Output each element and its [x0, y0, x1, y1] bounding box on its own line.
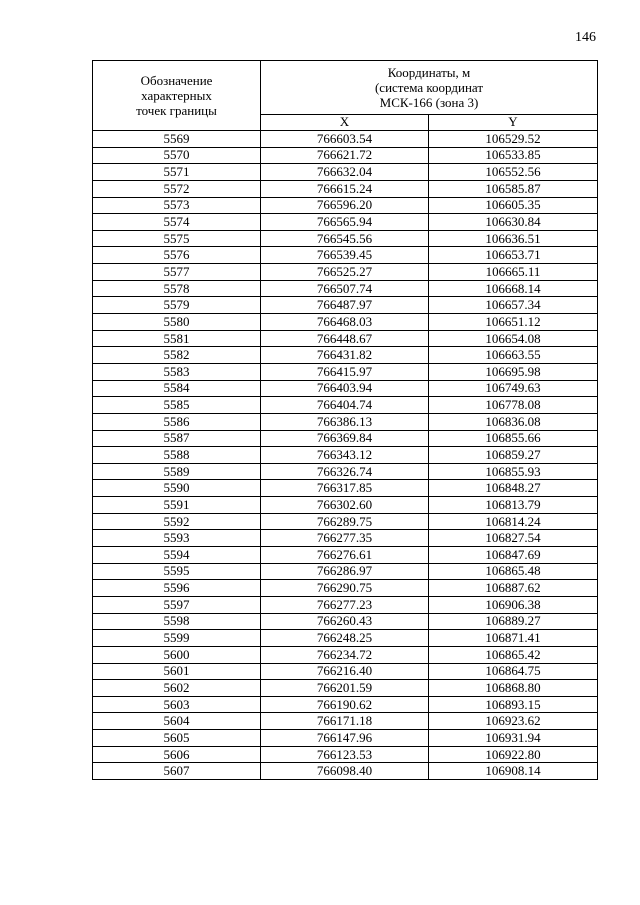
point-cell: 5580: [93, 314, 261, 331]
point-cell: 5581: [93, 330, 261, 347]
coords-header-line: Координаты, м: [387, 64, 471, 80]
table-row: [93, 530, 598, 547]
y-coordinate-cell: 106636.51: [429, 230, 598, 247]
table-row: [93, 264, 598, 281]
y-coordinate-cell: 106922.80: [429, 746, 598, 763]
y-coordinate-cell: 106630.84: [429, 214, 598, 231]
table-header: [93, 61, 598, 131]
table-row: [93, 696, 598, 713]
x-coordinate-cell: 766123.53: [261, 746, 429, 763]
y-coordinate-cell: 106864.75: [429, 663, 598, 680]
x-coordinate-cell: 766276.61: [261, 547, 429, 564]
x-coordinate-cell: 766507.74: [261, 280, 429, 297]
point-cell: 5601: [93, 663, 261, 680]
y-coordinate-cell: 106848.27: [429, 480, 598, 497]
x-coordinate-cell: 766286.97: [261, 563, 429, 580]
x-coordinate-cell: 766289.75: [261, 513, 429, 530]
x-coordinate-cell: 766216.40: [261, 663, 429, 680]
x-coordinate-cell: 766404.74: [261, 397, 429, 414]
page-number: 146: [575, 30, 596, 45]
point-cell: 5588: [93, 447, 261, 464]
y-coordinate-cell: 106827.54: [429, 530, 598, 547]
table-row: [93, 247, 598, 264]
x-coordinate-cell: 766615.24: [261, 180, 429, 197]
point-cell: 5596: [93, 580, 261, 597]
table-row: [93, 663, 598, 680]
y-coordinate-cell: 106665.11: [429, 264, 598, 281]
y-coordinate-cell: 106906.38: [429, 596, 598, 613]
table-row: [93, 330, 598, 347]
table-row: [93, 197, 598, 214]
table-row: [93, 297, 598, 314]
table-row: [93, 730, 598, 747]
x-coordinate-cell: 766317.85: [261, 480, 429, 497]
point-cell: 5585: [93, 397, 261, 414]
table-row: [93, 347, 598, 364]
y-coordinate-cell: 106855.93: [429, 463, 598, 480]
x-coordinate-cell: 766525.27: [261, 264, 429, 281]
table-row: [93, 280, 598, 297]
table-row: [93, 180, 598, 197]
table-row: [93, 463, 598, 480]
y-coordinate-cell: 106668.14: [429, 280, 598, 297]
x-coordinate-cell: 766326.74: [261, 463, 429, 480]
x-coordinate-cell: 766343.12: [261, 447, 429, 464]
y-coordinate-cell: 106654.08: [429, 330, 598, 347]
point-cell: 5571: [93, 164, 261, 181]
point-cell: 5576: [93, 247, 261, 264]
y-coordinate-cell: 106893.15: [429, 696, 598, 713]
point-cell: 5570: [93, 147, 261, 164]
x-coordinate-cell: 766386.13: [261, 413, 429, 430]
y-coordinate-cell: 106931.94: [429, 730, 598, 747]
x-coordinate-cell: 766415.97: [261, 363, 429, 380]
x-coordinate-cell: 766277.35: [261, 530, 429, 547]
x-coordinate-cell: 766632.04: [261, 164, 429, 181]
y-coordinate-cell: 106585.87: [429, 180, 598, 197]
x-coordinate-cell: 766539.45: [261, 247, 429, 264]
point-cell: 5575: [93, 230, 261, 247]
point-cell: 5600: [93, 646, 261, 663]
point-cell: 5584: [93, 380, 261, 397]
x-coordinate-cell: 766171.18: [261, 713, 429, 730]
y-axis-header: Y: [429, 114, 598, 130]
table-row: [93, 214, 598, 231]
x-coordinate-cell: 766290.75: [261, 580, 429, 597]
y-coordinate-cell: 106923.62: [429, 713, 598, 730]
x-coordinate-cell: 766565.94: [261, 214, 429, 231]
point-cell: 5598: [93, 613, 261, 630]
coordinates-header: [261, 61, 598, 115]
y-coordinate-cell: 106887.62: [429, 580, 598, 597]
table-row: [93, 497, 598, 514]
y-coordinate-cell: 106855.66: [429, 430, 598, 447]
y-coordinate-cell: 106836.08: [429, 413, 598, 430]
x-coordinate-cell: 766596.20: [261, 197, 429, 214]
table-row: [93, 131, 598, 148]
point-cell: 5594: [93, 547, 261, 564]
y-coordinate-cell: 106889.27: [429, 613, 598, 630]
y-coordinate-cell: 106533.85: [429, 147, 598, 164]
x-coordinate-cell: 766468.03: [261, 314, 429, 331]
point-cell: 5597: [93, 596, 261, 613]
point-cell: 5573: [93, 197, 261, 214]
table-row: [93, 596, 598, 613]
point-cell: 5578: [93, 280, 261, 297]
table-row: [93, 164, 598, 181]
x-coordinate-cell: 766302.60: [261, 497, 429, 514]
point-cell: 5569: [93, 131, 261, 148]
coordinates-table: [92, 60, 598, 780]
table-row: [93, 630, 598, 647]
x-axis-header: X: [261, 114, 429, 130]
point-cell: 5595: [93, 563, 261, 580]
table-row: [93, 763, 598, 780]
table-row: [93, 147, 598, 164]
table-row: [93, 447, 598, 464]
coords-header-line: (система координат: [374, 79, 484, 95]
point-cell: 5599: [93, 630, 261, 647]
point-cell: 5591: [93, 497, 261, 514]
y-coordinate-cell: 106813.79: [429, 497, 598, 514]
x-coordinate-cell: 766248.25: [261, 630, 429, 647]
x-coordinate-cell: 766260.43: [261, 613, 429, 630]
table-row: [93, 613, 598, 630]
point-designation-header: [93, 61, 261, 131]
x-coordinate-cell: 766487.97: [261, 297, 429, 314]
table-row: [93, 430, 598, 447]
x-coordinate-cell: 766431.82: [261, 347, 429, 364]
x-coordinate-cell: 766277.23: [261, 596, 429, 613]
coords-header-line: МСК-166 (зона 3): [379, 94, 479, 110]
y-coordinate-cell: 106651.12: [429, 314, 598, 331]
table-row: [93, 480, 598, 497]
y-coordinate-cell: 106778.08: [429, 397, 598, 414]
x-coordinate-cell: 766369.84: [261, 430, 429, 447]
point-cell: 5606: [93, 746, 261, 763]
y-coordinate-cell: 106605.35: [429, 197, 598, 214]
y-coordinate-cell: 106657.34: [429, 297, 598, 314]
table-row: [93, 513, 598, 530]
point-cell: 5605: [93, 730, 261, 747]
point-cell: 5582: [93, 347, 261, 364]
y-coordinate-cell: 106552.56: [429, 164, 598, 181]
y-coordinate-cell: 106529.52: [429, 131, 598, 148]
y-coordinate-cell: 106814.24: [429, 513, 598, 530]
point-header-line: точек границы: [136, 103, 217, 118]
point-cell: 5602: [93, 680, 261, 697]
point-cell: 5592: [93, 513, 261, 530]
x-coordinate-cell: 766603.54: [261, 131, 429, 148]
x-coordinate-cell: 766201.59: [261, 680, 429, 697]
y-coordinate-cell: 106868.80: [429, 680, 598, 697]
y-coordinate-cell: 106871.41: [429, 630, 598, 647]
x-coordinate-cell: 766234.72: [261, 646, 429, 663]
table-row: [93, 746, 598, 763]
table-row: [93, 563, 598, 580]
point-cell: 5572: [93, 180, 261, 197]
point-cell: 5593: [93, 530, 261, 547]
table-row: [93, 397, 598, 414]
point-cell: 5574: [93, 214, 261, 231]
point-cell: 5604: [93, 713, 261, 730]
point-header-line: Обозначение: [140, 73, 213, 88]
table-row: [93, 646, 598, 663]
point-header-line: характерных: [141, 88, 212, 103]
point-cell: 5586: [93, 413, 261, 430]
point-cell: 5583: [93, 363, 261, 380]
y-coordinate-cell: 106847.69: [429, 547, 598, 564]
table-row: [93, 580, 598, 597]
table-row: [93, 713, 598, 730]
x-coordinate-cell: 766621.72: [261, 147, 429, 164]
point-cell: 5603: [93, 696, 261, 713]
x-coordinate-cell: 766147.96: [261, 730, 429, 747]
y-coordinate-cell: 106865.48: [429, 563, 598, 580]
point-cell: 5587: [93, 430, 261, 447]
table-row: [93, 413, 598, 430]
x-coordinate-cell: 766403.94: [261, 380, 429, 397]
point-cell: 5590: [93, 480, 261, 497]
y-coordinate-cell: 106695.98: [429, 363, 598, 380]
x-coordinate-cell: 766190.62: [261, 696, 429, 713]
table-row: [93, 363, 598, 380]
point-cell: 5589: [93, 463, 261, 480]
point-cell: 5579: [93, 297, 261, 314]
table-body: [93, 131, 598, 780]
point-cell: 5607: [93, 763, 261, 780]
point-cell: 5577: [93, 264, 261, 281]
y-coordinate-cell: 106859.27: [429, 447, 598, 464]
table-row: [93, 314, 598, 331]
table-row: [93, 380, 598, 397]
x-coordinate-cell: 766098.40: [261, 763, 429, 780]
y-coordinate-cell: 106865.42: [429, 646, 598, 663]
y-coordinate-cell: 106908.14: [429, 763, 598, 780]
y-coordinate-cell: 106653.71: [429, 247, 598, 264]
table-row: [93, 680, 598, 697]
x-coordinate-cell: 766448.67: [261, 330, 429, 347]
y-coordinate-cell: 106663.55: [429, 347, 598, 364]
table-row: [93, 230, 598, 247]
table-row: [93, 547, 598, 564]
y-coordinate-cell: 106749.63: [429, 380, 598, 397]
x-coordinate-cell: 766545.56: [261, 230, 429, 247]
